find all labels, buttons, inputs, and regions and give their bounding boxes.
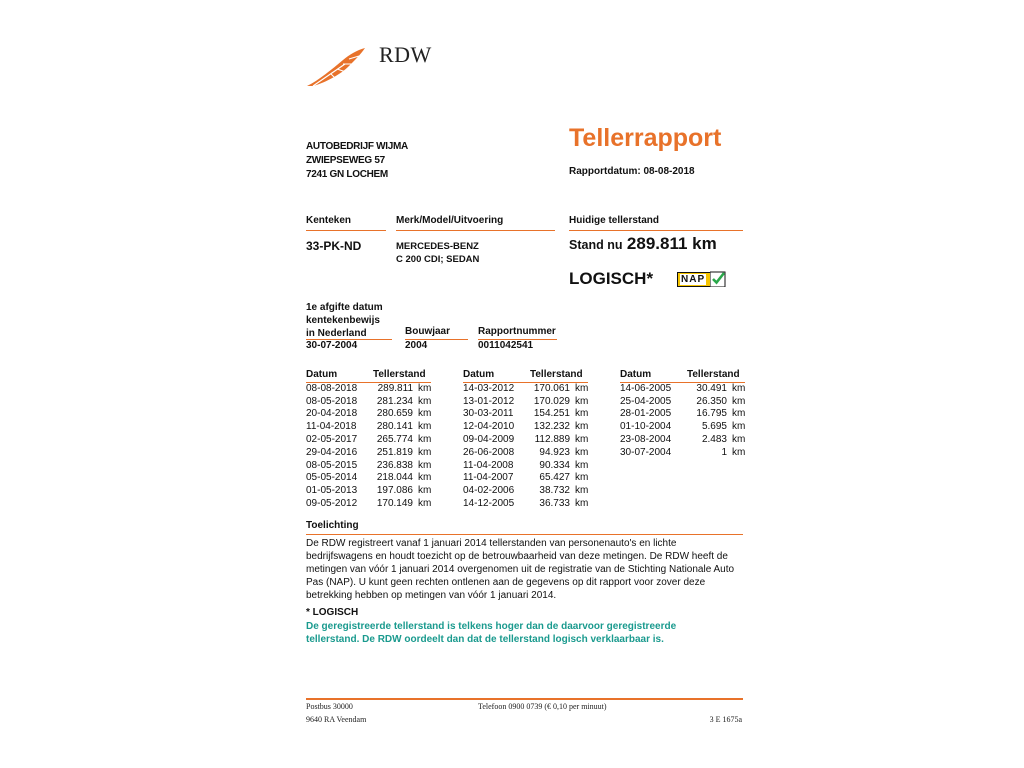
- datum-header: Datum: [306, 369, 373, 382]
- history-km: 30.491: [696, 382, 727, 394]
- history-km: 251.819: [376, 446, 413, 458]
- history-row: [463, 485, 588, 498]
- history-km: 132.232: [533, 421, 570, 433]
- merk-line-2: C 200 CDI; SEDAN: [396, 254, 480, 265]
- history-row: [620, 434, 745, 447]
- datum-header: Datum: [620, 369, 687, 382]
- history-km: 112.889: [534, 433, 570, 445]
- history-km: 94.923: [539, 446, 570, 458]
- history-table-1: [306, 369, 431, 511]
- history-unit: km: [575, 395, 589, 407]
- footer-postbus: Postbus 30000: [306, 702, 353, 711]
- nap-badge-box: [677, 272, 711, 287]
- history-km: 280.659: [376, 408, 413, 420]
- history-row: [620, 421, 745, 434]
- history-date: 08-05-2015: [306, 459, 358, 471]
- history-km: 265.774: [376, 433, 413, 445]
- toelichting-line-5: betrekking hebben op metingen van vóór 1 januari 2014.: [306, 590, 557, 601]
- history-row: [620, 447, 745, 460]
- history-row: [306, 396, 431, 409]
- datum-header: Datum: [463, 369, 530, 382]
- rdw-logo: [305, 40, 435, 90]
- report-title: Tellerrapport: [569, 124, 722, 152]
- tellerstand-header: Tellerstand: [687, 369, 745, 382]
- toelichting-label: Toelichting: [306, 520, 359, 531]
- history-unit: km: [732, 382, 746, 394]
- toelichting-line-1: De RDW registreert vanaf 1 januari 2014 tellerstanden van personenauto's en lichte: [306, 538, 677, 549]
- history-table-2: [463, 369, 588, 511]
- history-column-3: [620, 369, 745, 460]
- address-line-3: 7241 GN LOCHEM: [306, 169, 388, 180]
- history-unit: km: [575, 459, 589, 471]
- history-header-row: [620, 369, 745, 382]
- history-km: 281.234: [376, 395, 413, 407]
- history-unit: km: [732, 395, 746, 407]
- merk-underline: [396, 230, 555, 231]
- history-row: [620, 408, 745, 421]
- first-registration-value: 30-07-2004: [306, 340, 358, 351]
- history-unit: km: [418, 421, 432, 433]
- history-row: [620, 396, 745, 409]
- history-row: [306, 485, 431, 498]
- history-km: 26.350: [696, 395, 727, 407]
- history-km: 2.483: [701, 433, 727, 445]
- history-unit: km: [732, 421, 746, 433]
- history-date: 29-04-2016: [306, 446, 358, 458]
- history-row: [463, 447, 588, 460]
- history-date: 13-01-2012: [463, 395, 515, 407]
- history-unit: km: [732, 446, 746, 458]
- report-date: Rapportdatum: 08-08-2018: [569, 166, 695, 177]
- history-unit: km: [575, 472, 589, 484]
- history-km: 170.029: [533, 395, 570, 407]
- history-date: 09-04-2009: [463, 433, 515, 445]
- history-date: 01-05-2013: [306, 485, 358, 497]
- history-table-3: [620, 369, 745, 460]
- history-km: 38.732: [539, 485, 570, 497]
- history-km: 65.427: [539, 472, 570, 484]
- history-km: 154.251: [533, 408, 570, 420]
- history-unit: km: [575, 446, 589, 458]
- history-unit: km: [575, 421, 589, 433]
- history-unit: km: [732, 433, 746, 445]
- footer-city: 9640 RA Veendam: [306, 715, 367, 724]
- history-unit: km: [418, 459, 432, 471]
- history-date: 30-07-2004: [620, 446, 672, 458]
- logisch-line-1: De geregistreerde tellerstand is telkens hoger dan de daarvoor geregistreerde: [306, 621, 677, 632]
- first-label-1: 1e afgifte datum: [306, 302, 383, 313]
- toelichting-text: [306, 537, 746, 602]
- verdict-text: LOGISCH*: [569, 269, 654, 288]
- merk-line-1: MERCEDES-BENZ: [396, 241, 479, 252]
- history-unit: km: [418, 382, 432, 394]
- history-date: 30-03-2011: [463, 408, 514, 420]
- history-row: [463, 396, 588, 409]
- history-date: 11-04-2007: [463, 472, 514, 484]
- history-date: 26-06-2008: [463, 446, 515, 458]
- footer-code: 3 E 1675a: [709, 715, 742, 724]
- history-unit: km: [575, 497, 589, 509]
- history-km: 280.141: [376, 421, 413, 433]
- current-stand: [569, 234, 717, 254]
- first-label-2: kentekenbewijs: [306, 315, 380, 326]
- history-date: 09-05-2012: [306, 497, 358, 509]
- history-row: [463, 498, 588, 511]
- history-date: 28-01-2005: [620, 408, 672, 420]
- history-column-2: [463, 369, 588, 511]
- history-date: 11-04-2008: [463, 459, 514, 471]
- history-date: 23-08-2004: [620, 433, 672, 445]
- history-row: [306, 460, 431, 473]
- kenteken-label: Kenteken: [306, 215, 352, 226]
- history-row: [620, 382, 745, 395]
- first-label-3: in Nederland: [306, 328, 367, 339]
- nap-badge-text: NAP: [681, 274, 706, 285]
- history-date: 20-04-2018: [306, 408, 358, 420]
- history-date: 25-04-2005: [620, 395, 672, 407]
- history-unit: km: [575, 433, 589, 445]
- history-km: 36.733: [539, 497, 570, 509]
- history-date: 08-05-2018: [306, 395, 358, 407]
- recipient-address: [306, 140, 408, 182]
- huidige-underline: [569, 230, 743, 231]
- history-date: 02-05-2017: [306, 433, 358, 445]
- history-km: 90.334: [539, 459, 570, 471]
- history-row: [463, 472, 588, 485]
- toelichting-line-3: metingen van vóór 1 januari 2014 overgenomen uit de registratie van de Stichting Nationale Auto: [306, 564, 735, 575]
- history-km: 1: [721, 446, 727, 458]
- history-date: 01-10-2004: [620, 421, 672, 433]
- toelichting-line-4: Pas (NAP). U kunt geen rechten ontlenen aan de gegevens op dit rapport voor zover deze: [306, 577, 706, 588]
- logisch-line-2: tellerstand. De RDW oordeelt dan dat de tellerstand logisch verklaarbaar is.: [306, 634, 664, 645]
- history-row: [306, 498, 431, 511]
- history-date: 14-06-2005: [620, 382, 672, 394]
- footer-divider: [306, 698, 743, 700]
- toelichting-underline: [306, 534, 743, 535]
- history-unit: km: [418, 485, 432, 497]
- logisch-explanation: [306, 620, 676, 646]
- history-row: [463, 434, 588, 447]
- rapport-label: Rapportnummer: [478, 326, 556, 337]
- history-date: 04-02-2006: [463, 485, 515, 497]
- history-row: [306, 447, 431, 460]
- history-km: 218.044: [376, 472, 413, 484]
- history-date: 05-05-2014: [306, 472, 358, 484]
- merk-value: [396, 240, 479, 266]
- history-unit: km: [732, 408, 746, 420]
- bouwjaar-label: Bouwjaar: [405, 326, 451, 337]
- history-unit: km: [418, 395, 432, 407]
- rapport-value: 0011042541: [478, 340, 534, 351]
- history-date: 12-04-2010: [463, 421, 515, 433]
- history-row: [463, 382, 588, 395]
- history-unit: km: [418, 472, 432, 484]
- toelichting-line-2: bedrijfswagens en houdt toezicht op de betrouwbaarheid van deze metingen. De RDW heeft de: [306, 551, 728, 562]
- kenteken-underline: [306, 230, 386, 231]
- rdw-logo-text: RDW: [379, 42, 432, 67]
- history-km: 289.811: [377, 382, 413, 394]
- history-unit: km: [418, 408, 432, 420]
- check-icon: [710, 271, 726, 287]
- nap-logo: [677, 271, 725, 289]
- history-row: [463, 460, 588, 473]
- address-line-1: AUTOBEDRIJF WIJMA: [306, 141, 408, 152]
- history-km: 16.795: [696, 408, 727, 420]
- history-unit: km: [418, 446, 432, 458]
- rdw-feather-icon: [305, 40, 367, 90]
- history-km: 5.695: [701, 421, 727, 433]
- logisch-label: * LOGISCH: [306, 607, 359, 618]
- first-registration-label: [306, 301, 383, 340]
- history-km: 170.061: [533, 382, 570, 394]
- history-column-1: [306, 369, 431, 511]
- history-unit: km: [575, 382, 589, 394]
- history-row: [306, 472, 431, 485]
- history-row: [306, 382, 431, 395]
- history-km: 170.149: [376, 497, 413, 509]
- history-row: [463, 408, 588, 421]
- history-unit: km: [418, 497, 432, 509]
- history-header-row: [463, 369, 588, 382]
- history-date: 11-04-2018: [306, 421, 357, 433]
- history-unit: km: [575, 408, 589, 420]
- history-km: 197.086: [376, 485, 413, 497]
- history-row: [306, 408, 431, 421]
- address-line-2: ZWIEPSEWEG 57: [306, 155, 385, 166]
- history-date: 14-12-2005: [463, 497, 515, 509]
- stand-prefix: Stand nu: [569, 238, 623, 252]
- history-header-row: [306, 369, 431, 382]
- history-row: [463, 421, 588, 434]
- history-unit: km: [418, 433, 432, 445]
- bouwjaar-value: 2004: [405, 340, 428, 351]
- stand-value: 289.811 km: [626, 234, 717, 253]
- history-km: 236.838: [376, 459, 413, 471]
- history-date: 14-03-2012: [463, 382, 515, 394]
- huidige-label: Huidige tellerstand: [569, 215, 660, 226]
- history-row: [306, 434, 431, 447]
- merk-label: Merk/Model/Uitvoering: [396, 215, 504, 226]
- history-row: [306, 421, 431, 434]
- history-unit: km: [575, 485, 589, 497]
- tellerstand-header: Tellerstand: [373, 369, 431, 382]
- footer-phone: Telefoon 0900 0739 (€ 0,10 per minuut): [478, 702, 607, 711]
- tellerstand-header: Tellerstand: [530, 369, 588, 382]
- history-date: 08-08-2018: [306, 382, 358, 394]
- kenteken-value: 33-PK-ND: [306, 239, 362, 253]
